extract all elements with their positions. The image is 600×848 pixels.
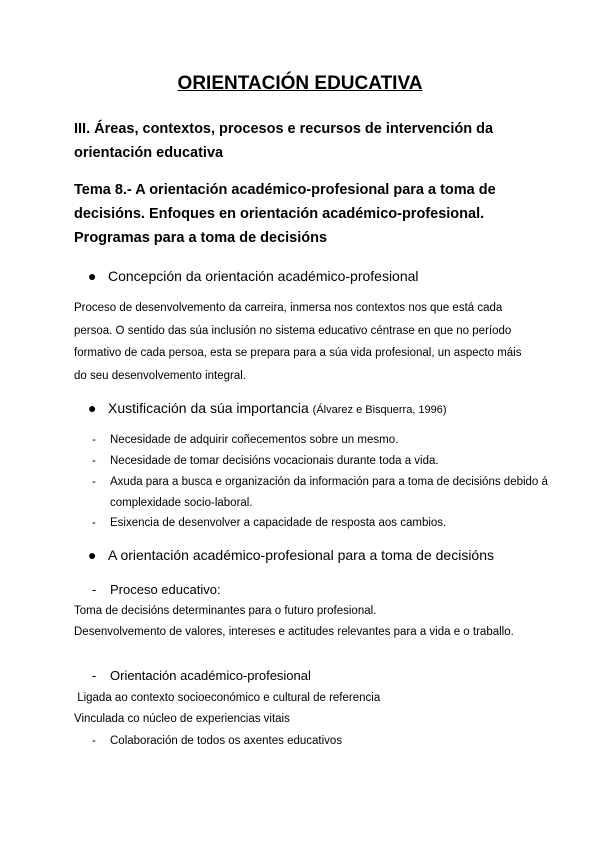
- topic-heading: Tema 8.- A orientación académico-profesional para a toma de decisións. Enfoques en orientación académico-profesional. Programas para a toma de decisións: [74, 182, 496, 246]
- dash-icon: -: [92, 476, 96, 488]
- list-item: - Necesidade de adquirir coñecementos sobre un mesmo.: [92, 430, 550, 451]
- dash-icon: -: [92, 434, 96, 446]
- subheading-orientacion: - Orientación académico-profesional: [92, 666, 311, 686]
- bullet-concepcion: [88, 266, 419, 286]
- citation: (Álvarez e Bisquerra, 1996): [312, 404, 447, 416]
- dash-icon: -: [92, 582, 97, 597]
- text-line: Ligada ao contexto socioeconómico e cultural de referencia: [74, 692, 381, 704]
- bullet-text: Concepción da orientación académico-profesional: [108, 268, 419, 284]
- dash-icon: -: [92, 668, 97, 683]
- text-line: Desenvolvemento de valores, intereses e actitudes relevantes para a vida e o traballo.: [74, 626, 514, 638]
- dash-icon: -: [92, 455, 96, 467]
- list-item: - Colaboración de todos os axentes educativos: [92, 731, 550, 752]
- text-line: Vinculada co núcleo de experiencias vitais: [74, 713, 290, 725]
- paragraph-concepcion: Proceso de desenvolvemento da carreira, inmersa nos contextos nos que está cada persoa. O sentido das súa inclusión no sistema educativo céntrase en que no período formativo de cada persoa, esta se prepara para a súa vida profesional, un aspecto máis do seu desenvolvemento integral.: [74, 302, 522, 382]
- bullet-icon: ●: [88, 547, 97, 563]
- section-heading: III. Áreas, contextos, procesos e recursos de intervención da orientación educativa: [74, 121, 494, 161]
- bullet-text: Xustificación da súa importancia: [108, 400, 309, 416]
- page-title: ORIENTACIÓN EDUCATIVA: [177, 73, 423, 94]
- dash-icon: -: [92, 517, 96, 529]
- bullet-toma-decisions: [88, 545, 494, 565]
- dash-icon: -: [92, 735, 96, 747]
- list-item: - Necesidade de tomar decisións vocacionais durante toda a vida.: [92, 451, 550, 472]
- subheading-proceso: - Proceso educativo:: [92, 580, 221, 600]
- list-item: - Esixencia de desenvolver a capacidade de resposta aos cambios.: [92, 513, 550, 534]
- bullet-text: A orientación académico-profesional para a toma de decisións: [108, 547, 495, 563]
- bullet-icon: ●: [88, 400, 97, 416]
- bullet-icon: ●: [88, 268, 97, 284]
- text-line: Toma de decisións determinantes para o futuro profesional.: [74, 605, 377, 617]
- list-item: - Axuda para a busca e organización da información para a toma de decisións debido á complexidade socio-laboral.: [92, 472, 550, 514]
- bullet-xustificacion: [88, 398, 447, 420]
